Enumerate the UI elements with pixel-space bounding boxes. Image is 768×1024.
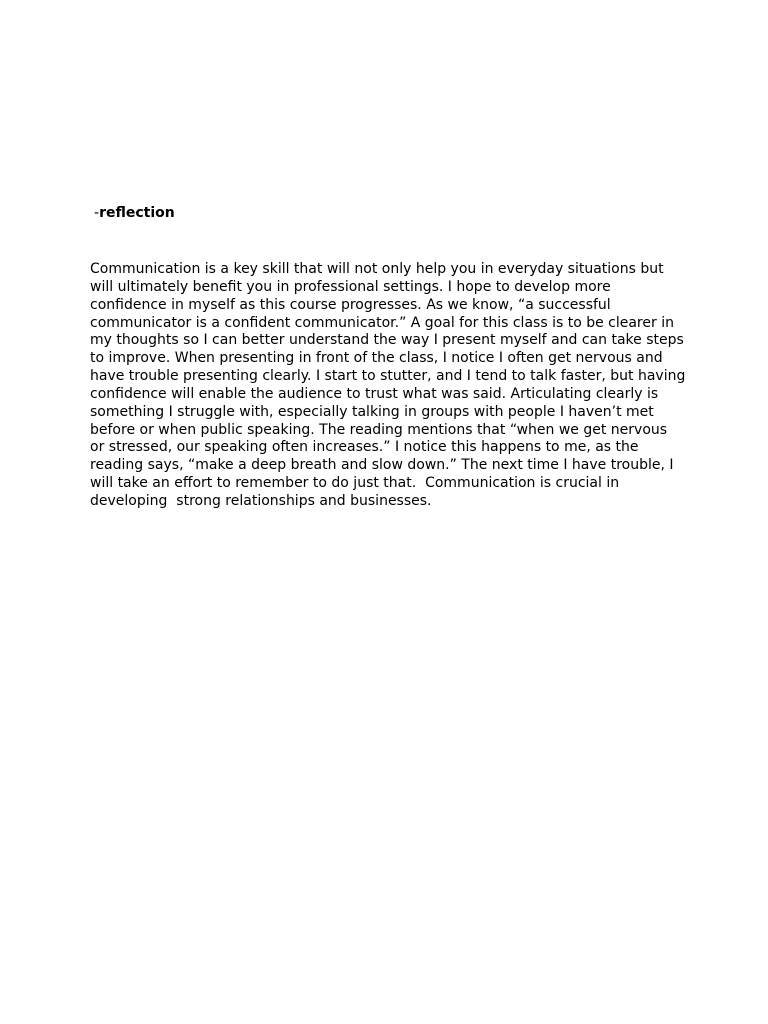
paragraph-line: confidence will enable the audience to trust what was said. Articulating clearly is [90,385,659,402]
paragraph-line: to improve. When presenting in front of the class, I notice I often get nervous and [90,350,663,367]
paragraph-line: Communication is a key skill that will not only help you in everyday situations but [90,261,664,277]
paragraph-line: will take an effort to remember to do just that. Communication is crucial in [90,475,620,492]
paragraph-line: will ultimately benefit you in professional settings. I hope to develop more [90,278,611,295]
paragraph-line: communicator is a confident communicator.” A goal for this class is to be clearer in [90,314,674,331]
paragraph-line: or stressed, our speaking often increases.” I notice this happens to me, as the [90,439,639,456]
paragraph-line: before or when public speaking. The reading mentions that “when we get nervous [90,421,668,438]
paragraph-line: developing strong relationships and businesses. [90,492,432,509]
paragraph-line: reading says, “make a deep breath and slow down.” The next time I have trouble, I [90,457,674,474]
heading-title: reflection [99,205,175,221]
paragraph-line: confidence in myself as this course progresses. As we know, “a successful [90,296,611,313]
reflection-paragraph [90,261,690,511]
heading-dash: - [94,205,100,221]
paragraph-line: have trouble presenting clearly. I start to stutter, and I tend to talk faster, but having [90,368,686,385]
paragraph-line: something I struggle with, especially talking in groups with people I haven’t met [90,403,654,420]
document-heading [94,204,175,222]
paragraph-line: my thoughts so I can better understand the way I present myself and can take steps [90,332,684,349]
